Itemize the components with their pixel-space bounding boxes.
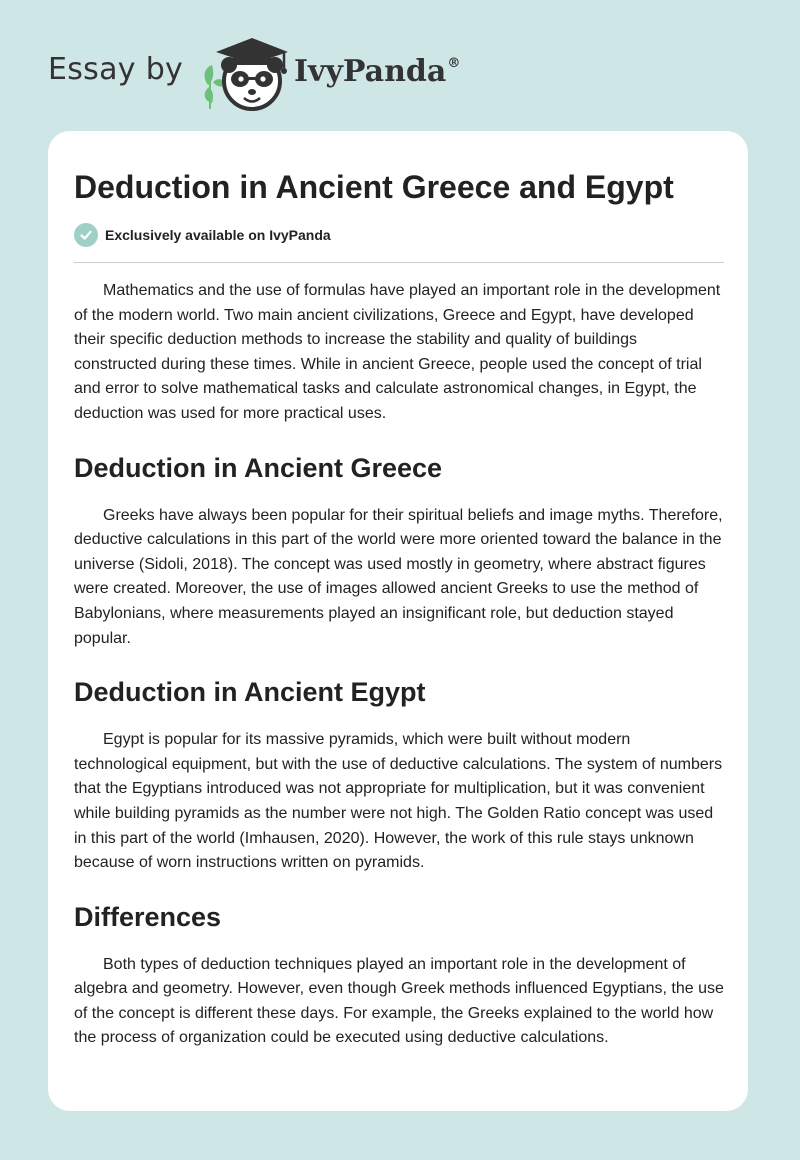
section-heading-greece: Deduction in Ancient Greece [74, 452, 443, 483]
section-paragraph-egypt: Egypt is popular for its massive pyramids, which were built without modern technological equipment, but with the use of deductive calculations. The system of numbers that the Egyptians introduced was not appropriate for multiplication, but it was convenient while building pyramids as the number were not high. The Golden Ratio concept was used in this part of the world (Imhausen, 2020). However, the work of this rule stays unknown because of worn instructions written on pyramids. [74, 731, 723, 872]
essay-content [74, 131, 724, 1051]
checkmark-icon [74, 223, 98, 247]
page-title: Deduction in Ancient Greece and Egypt [74, 169, 674, 205]
section-paragraph-differences: Both types of deduction techniques played an important role in the development of algebra and geometry. However, even though Greek methods influenced Egyptians, the use of the concept is different these days. For example, the Greeks explained to the world how the process of organization could be executed using deductive calculations. [74, 955, 724, 1047]
section-paragraph-greece: Greeks have always been popular for their spiritual beliefs and image myths. Therefore, deductive calculations in this part of the world were more oriented toward the balance in the universe (Sidoli, 2018). The concept was used mostly in geometry, where abstract figures were created. Moreover, the use of images allowed ancient Greeks to use the method of Babylonians, where measurements played an insignificant role, but deduction stayed popular. [74, 506, 723, 647]
panda-graduate-icon[interactable] [200, 35, 290, 113]
essay-by-label: Essay by [48, 52, 184, 87]
exclusive-badge-label: Exclusively available on IvyPanda [105, 227, 331, 243]
brand-logo-text[interactable]: IvyPanda® [294, 54, 461, 89]
section-heading-differences: Differences [74, 901, 222, 932]
section-heading-egypt: Deduction in Ancient Egypt [74, 677, 426, 708]
intro-paragraph: Mathematics and the use of formulas have played an important role in the development of the modern world. Two main ancient civilizations, Greece and Egypt, have developed their specific deduction methods to increase the stability and quality of buildings constructed during these times. While in ancient Greece, people used the concept of trial and error to solve mathematical tasks and calculate astronomical changes, in Egypt, the deduction was used for more practical uses. [74, 282, 721, 422]
registered-mark: ® [447, 56, 461, 71]
essay-card [48, 131, 748, 1111]
site-header [48, 30, 468, 110]
exclusive-badge [74, 222, 724, 248]
title-divider [74, 262, 724, 263]
